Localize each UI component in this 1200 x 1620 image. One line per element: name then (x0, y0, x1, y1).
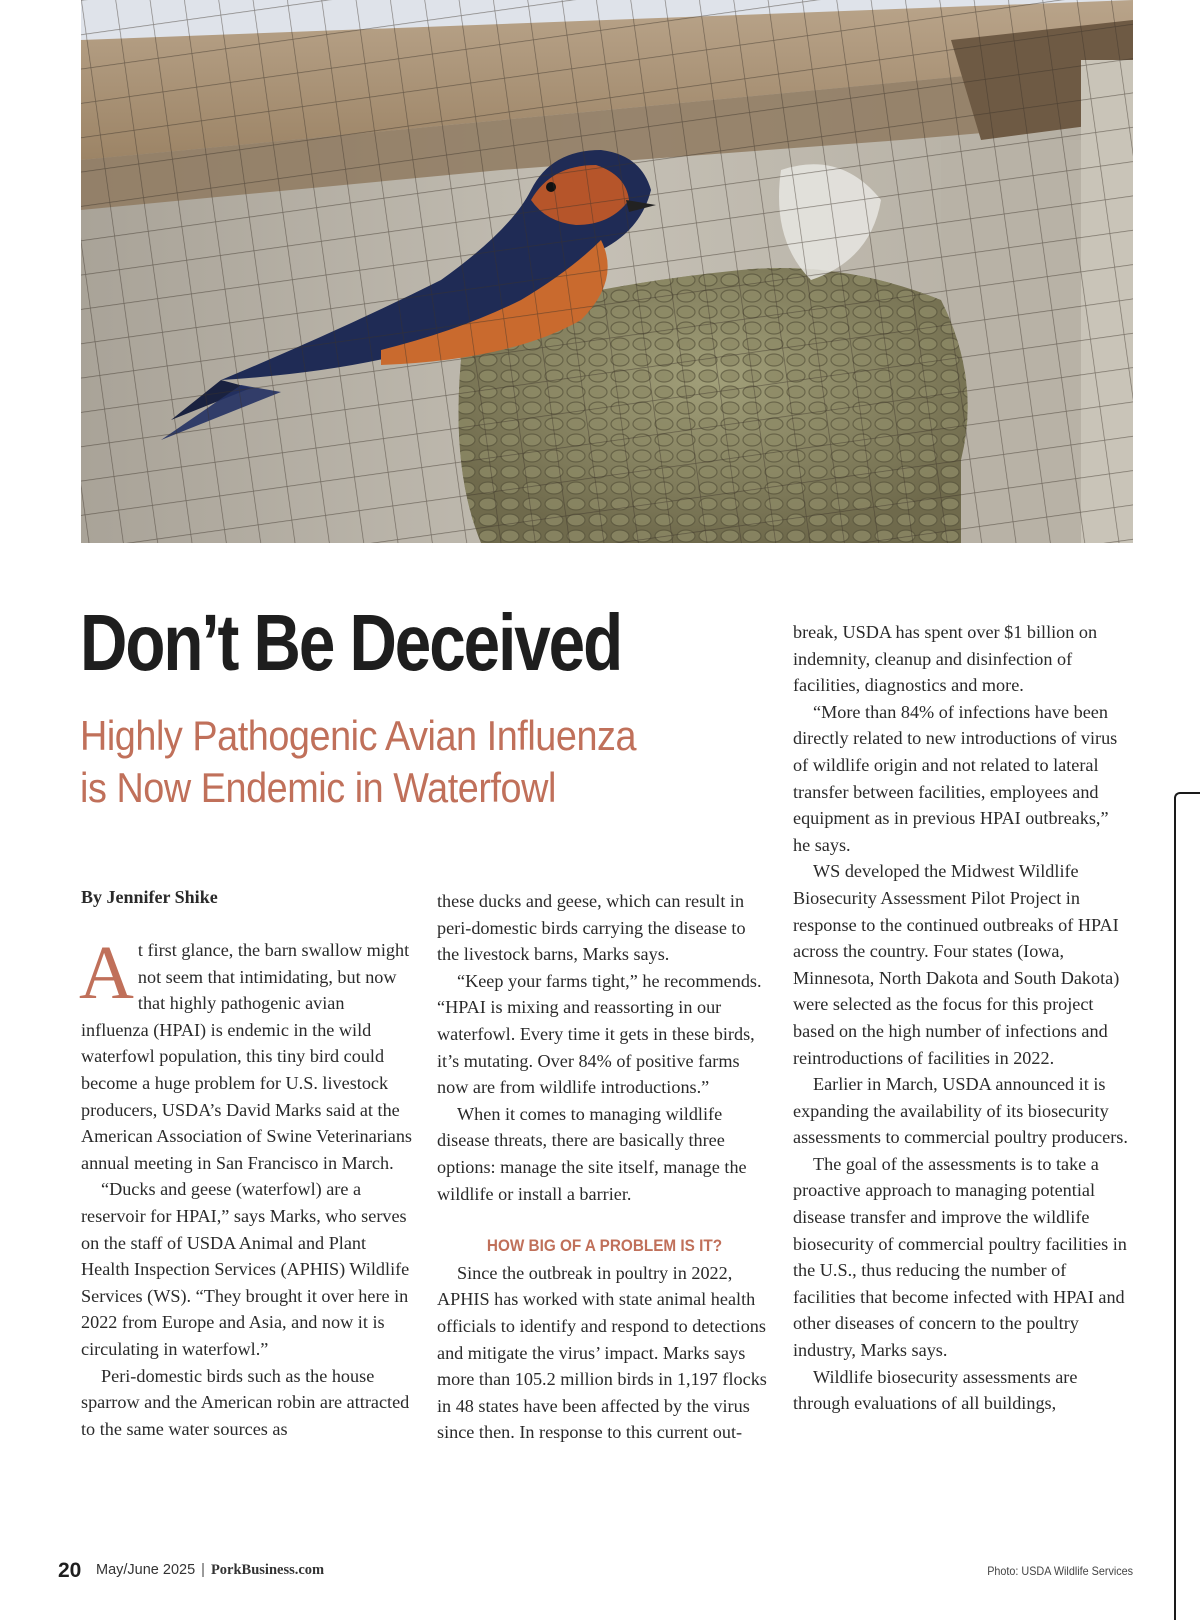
lead-paragraph-text: t first glance, the barn swallow might not seem that intimidating, but now that highly pathogenic avian influenza (HPAI) is endemic in the wild waterfowl population, this tiny bird could become a huge problem for U.S. livestock producers, USDA’s David Marks said at the American Association of Swine Veterinarians annual meeting in San Francisco in March. (81, 940, 412, 1173)
page-edge-rule (1174, 792, 1200, 1620)
issue-date: May/June 2025 (96, 1562, 196, 1578)
subhead-line-1: Highly Pathogenic Avian Influenza (80, 712, 637, 759)
paragraph: When it comes to managing wildlife disease threats, there are basically three options: manage the site itself, manage the wildlife or install a barrier. (437, 1103, 747, 1204)
article-headline: Don’t Be Deceived (80, 598, 622, 687)
paragraph: Peri-domestic birds such as the house sparrow and the American robin are attracted to the same water sources as (81, 1365, 410, 1439)
article-column-3 (793, 619, 1128, 1417)
photo-credit: Photo: USDA Wildlife Services (987, 1564, 1133, 1578)
paragraph: Since the outbreak in poultry in 2022, APHIS has worked with state animal health officials to identify and respond to detections and mitigate the virus’ impact. Marks says more than 105.2 million birds in 1,197 flocks in 48 states have been affected by the virus since then. In response to this current out- (437, 1262, 767, 1443)
paragraph: Wildlife biosecurity assessments are through evaluations of all buildings, (793, 1366, 1078, 1414)
byline: By Jennifer Shike (81, 887, 218, 907)
paragraph: these ducks and geese, which can result in peri-domestic birds carrying the disease to the livestock barns, Marks says. (437, 891, 746, 965)
page-footer (58, 1559, 1133, 1589)
subhead-line-2: is Now Endemic in Waterfowl (80, 764, 556, 811)
article-column-1 (79, 931, 416, 1442)
lead-paragraph (79, 931, 416, 1176)
paragraph: “Ducks and geese (waterfowl) are a reservoir for HPAI,” says Marks, who serves on the staff of USDA Animal and Plant Health Inspection Services (APHIS) Wildlife Services (WS). “They brought it over here in 2022 from Europe and Asia, and now it is circulating in waterfowl.” (81, 1179, 410, 1359)
section-heading: HOW BIG OF A PROBLEM IS IT? (486, 1236, 723, 1256)
drop-cap: A (79, 931, 134, 1015)
paragraph: WS developed the Midwest Wildlife Biosecurity Assessment Pilot Project in response to the continued outbreaks of HPAI across the country. Four states (Iowa, Minnesota, North Dakota and South Dakota) were selected as the focus for this project based on the high number of infections and reintroductions of facilities in 2022. (793, 861, 1120, 1068)
paragraph: “More than 84% of infections have been directly related to new introductions of virus of wildlife origin and not related to lateral transfer between facilities, employees and equipment as in previous HPAI outbreaks,” he says. (793, 701, 1118, 855)
footer-separator: | (201, 1562, 205, 1578)
page-number: 20 (58, 1559, 82, 1582)
paragraph: “Keep your farms tight,” he recommends. “HPAI is mixing and reassorting in our waterfowl. Every time it gets in these birds, it’s mutating. Over 84% of positive farms now are from wildlife introductions.” (437, 970, 762, 1098)
paragraph: Earlier in March, USDA announced it is expanding the availability of its biosecurity assessments to commercial poultry producers. (793, 1074, 1128, 1148)
hero-photo (81, 0, 1133, 543)
paragraph: break, USDA has spent over $1 billion on indemnity, cleanup and disinfection of facilities, diagnostics and more. (793, 622, 1098, 696)
site-link[interactable]: PorkBusiness.com (210, 1562, 325, 1578)
issue-info (96, 1562, 324, 1579)
article-column-2 (437, 888, 772, 1446)
article-subhead (80, 710, 780, 814)
paragraph: The goal of the assessments is to take a proactive approach to managing potential disease transfer and improve the wildlife biosecurity of commercial poultry facilities in the U.S., thus reducing the number of facilities that become infected with HPAI and other diseases of concern to the poultry industry, Marks says. (793, 1153, 1127, 1361)
barn-swallow-nest-image (81, 0, 1133, 543)
